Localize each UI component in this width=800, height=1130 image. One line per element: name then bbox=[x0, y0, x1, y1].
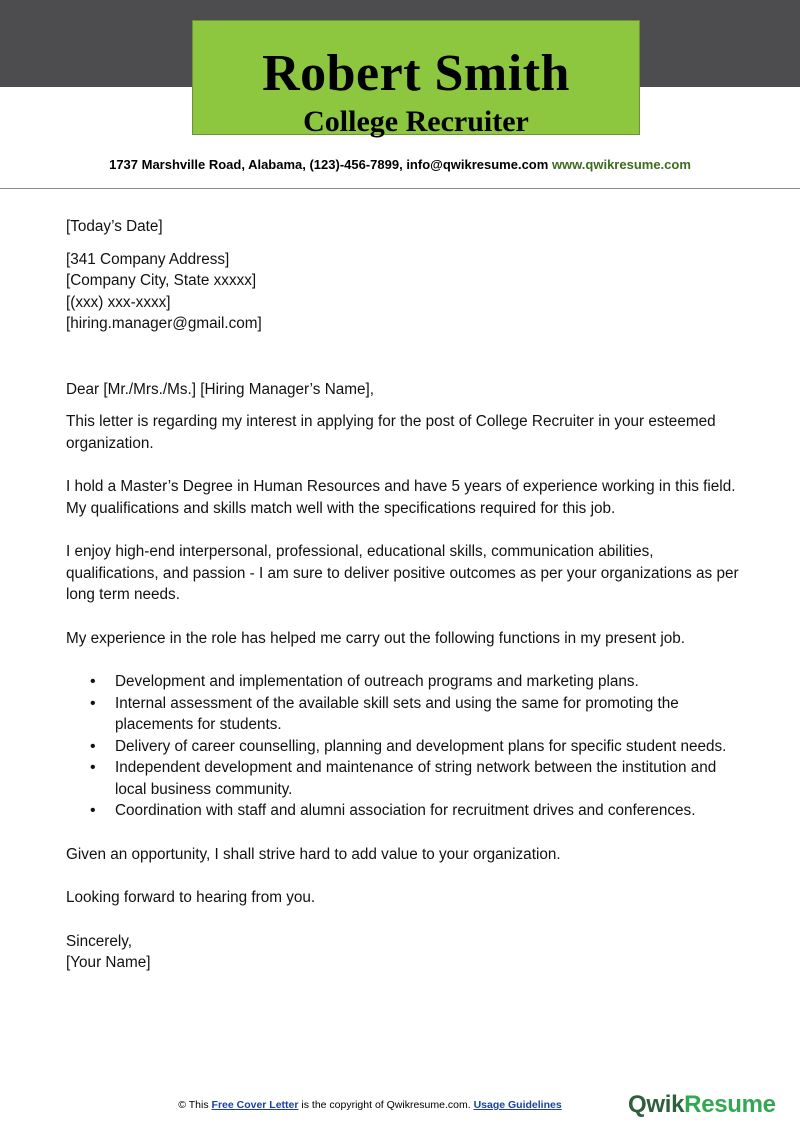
usage-guidelines-link[interactable]: Usage Guidelines bbox=[473, 1099, 562, 1111]
paragraph: I enjoy high-end interpersonal, professional, educational skills, communication abilities, qualifications, and passion - I am sure to deliver positive outcomes as per your organizations as per long term needs. bbox=[66, 543, 739, 603]
recipient-address bbox=[66, 249, 746, 335]
contact-details: 1737 Marshville Road, Alabama, (123)-456-7899, info@qwikresume.com bbox=[109, 157, 549, 172]
paragraph: My experience in the role has helped me carry out the following functions in my present job. bbox=[66, 629, 686, 647]
paragraph: I hold a Master’s Degree in Human Resources and have 5 years of experience working in this field. My qualifications and skills match well with the specifications required for this job. bbox=[66, 478, 736, 517]
salutation: Dear [Mr./Mrs./Ms.] [Hiring Manager’s Name], bbox=[66, 380, 374, 398]
list-item: • Delivery of career counselling, planning and development plans for specific student needs. bbox=[115, 736, 746, 758]
logo-part-resume: Resume bbox=[684, 1091, 776, 1118]
duties-list bbox=[66, 671, 746, 822]
closing-paragraph: Looking forward to hearing from you. bbox=[66, 889, 316, 906]
free-cover-letter-link[interactable]: Free Cover Letter bbox=[211, 1099, 299, 1111]
list-item: • Independent development and maintenance of string network between the institution and local business community. bbox=[115, 757, 746, 800]
signoff: Sincerely, bbox=[66, 932, 133, 950]
letter-body bbox=[66, 216, 746, 974]
list-item: • Internal assessment of the available skill sets and using the same for promoting the placements for students. bbox=[115, 693, 746, 736]
job-title: College Recruiter bbox=[303, 105, 529, 138]
applicant-name: Robert Smith bbox=[262, 45, 570, 102]
logo-part-qwik: Qwik bbox=[628, 1091, 685, 1118]
list-item: • Coordination with staff and alumni association for recruitment drives and conferences. bbox=[115, 800, 746, 822]
paragraph: This letter is regarding my interest in applying for the post of College Recruiter in your esteemed organization. bbox=[66, 413, 716, 452]
footer-middle: is the copyright of Qwikresume.com. bbox=[301, 1099, 471, 1111]
list-item: • Development and implementation of outreach programs and marketing plans. bbox=[115, 671, 746, 693]
address-line: [341 Company Address] bbox=[66, 250, 230, 268]
name-box bbox=[192, 20, 640, 138]
qwikresume-logo bbox=[628, 1090, 776, 1120]
letter-date: [Today’s Date] bbox=[66, 218, 163, 235]
address-line: [Company City, State xxxxx] bbox=[66, 272, 257, 289]
contact-line bbox=[0, 156, 800, 174]
address-line: [(xxx) xxx-xxxx] bbox=[66, 293, 171, 311]
address-line: [hiring.manager@gmail.com] bbox=[66, 315, 262, 332]
footer-prefix: © This bbox=[178, 1099, 209, 1111]
closing-paragraph: Given an opportunity, I shall strive hard to add value to your organization. bbox=[66, 845, 561, 863]
website-link[interactable]: www.qwikresume.com bbox=[551, 157, 691, 172]
header-divider bbox=[0, 188, 800, 189]
signature: [Your Name] bbox=[66, 954, 151, 971]
